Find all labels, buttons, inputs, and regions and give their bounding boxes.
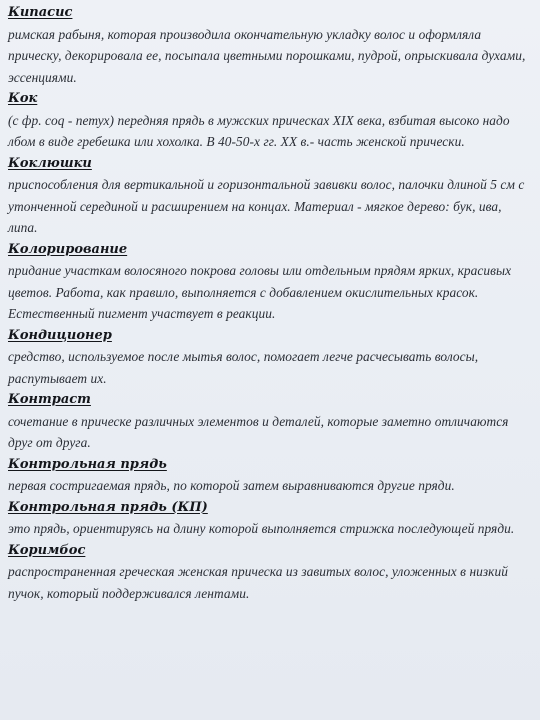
glossary-entry-kipasis bbox=[8, 2, 532, 88]
term-heading: Кок bbox=[8, 91, 38, 106]
term-heading: Коримбос bbox=[8, 542, 86, 558]
term-heading: Контраст bbox=[8, 392, 91, 407]
term-definition: распространенная греческая женская прическа из завитых волос, уложенных в низкий пучок, который поддерживался лентами. bbox=[8, 564, 508, 601]
glossary-entry-korimbos bbox=[8, 540, 532, 605]
term-heading: Контрольная прядь bbox=[8, 456, 167, 472]
term-definition: это прядь, ориентируясь на длину которой выполняется стрижка последующей пряди. bbox=[8, 521, 515, 536]
term-definition: придание участкам волосяного покрова головы или отдельным прядям ярких, красивых цветов. Работа, как правило, выполняется с добавлением окислительных красок. Естественный пигмент участвует в реакции. bbox=[8, 263, 512, 321]
glossary-entry-kontrast bbox=[8, 389, 532, 454]
term-definition: первая состригаемая прядь, по которой затем выравниваются другие пряди. bbox=[8, 478, 455, 493]
term-heading: Коклюшки bbox=[8, 155, 92, 171]
term-heading: Кипасис bbox=[8, 5, 73, 20]
term-heading: Контрольная прядь (КП) bbox=[8, 499, 208, 515]
term-definition: (с фр. coq - петух) передняя прядь в мужских прическах XIX века, взбитая высоко надо лбом в виде гребешка или хохолка. В 40-50-х гг. XX в.- часть женской прически. bbox=[8, 112, 510, 149]
glossary-entry-kolorirovanie bbox=[8, 239, 532, 325]
term-definition: средство, используемое после мытья волос, помогает легче расчесывать волосы, распутывает их. bbox=[8, 349, 479, 386]
glossary-entry-kok bbox=[8, 88, 532, 153]
term-definition: сочетание в прическе различных элементов и деталей, которые заметно отличаются друг от друга. bbox=[8, 413, 509, 450]
term-definition: римская рабыня, которая производила окончательную укладку волос и оформляла прическу, декорировала ее, посыпала цветными порошками, пудрой, опрыскивала духами, эссенциями. bbox=[8, 26, 526, 85]
term-heading: Колорирование bbox=[8, 241, 128, 257]
glossary-entry-koklyushki bbox=[8, 153, 532, 239]
term-definition: приспособления для вертикальной и горизонтальной завивки волос, палочки длиной 5 см с утонченной серединой и расширением на концах. Материал - мягкое дерево: бук, ива, липа. bbox=[8, 177, 525, 235]
glossary-entry-kontrolnaya-pryad-kp bbox=[8, 497, 532, 540]
glossary-entry-konditsioner bbox=[8, 325, 532, 390]
term-heading: Кондиционер bbox=[8, 327, 112, 343]
glossary-entry-kontrolnaya-pryad bbox=[8, 454, 532, 497]
